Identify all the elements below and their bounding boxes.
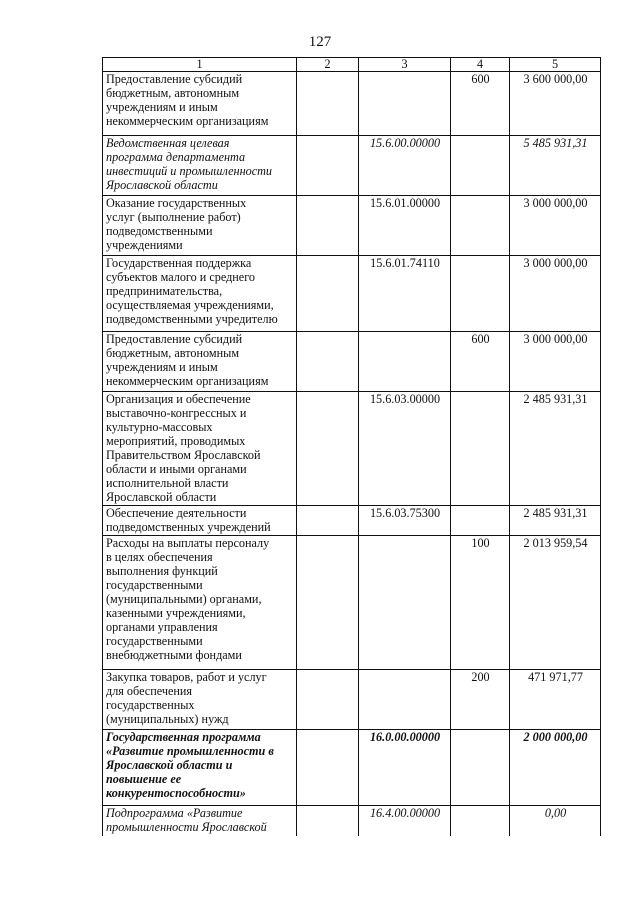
row-name-line: конкурентоспособности» [106, 786, 246, 800]
row-col2-cell [297, 136, 359, 196]
row-code-cell: 15.6.01.74110 [359, 256, 451, 332]
row-name-line: Ведомственная целевая [106, 136, 230, 150]
row-name-line: услуг (выполнение работ) [106, 210, 241, 224]
row-col2-cell [297, 72, 359, 136]
table-row [103, 392, 601, 506]
table-row [103, 506, 601, 536]
row-name-cell [103, 392, 297, 506]
row-col2-cell [297, 730, 359, 806]
table-row [103, 196, 601, 256]
table-row [103, 806, 601, 836]
row-name-cell [103, 506, 297, 536]
row-name-line: государственными [106, 578, 203, 592]
row-code-cell [359, 670, 451, 730]
row-name-cell [103, 72, 297, 136]
row-name-line: государственных [106, 698, 195, 712]
row-col2-cell [297, 536, 359, 670]
column-header-4: 4 [451, 58, 510, 72]
table-row [103, 332, 601, 392]
row-name-cell [103, 536, 297, 670]
row-kind-cell [451, 392, 510, 506]
row-col2-cell [297, 806, 359, 836]
table-row [103, 72, 601, 136]
row-amount-cell: 2 485 931,31 [510, 392, 601, 506]
row-amount-cell: 471 971,77 [510, 670, 601, 730]
row-code-cell [359, 72, 451, 136]
row-name-cell [103, 256, 297, 332]
row-name-line: осуществляемая учреждениями, [106, 298, 274, 312]
table-row [103, 256, 601, 332]
table-row [103, 730, 601, 806]
row-name-line: органами управления [106, 620, 218, 634]
row-name-line: Государственная программа [106, 730, 261, 744]
row-amount-cell: 0,00 [510, 806, 601, 836]
column-header-3: 3 [359, 58, 451, 72]
row-code-cell: 16.4.00.00000 [359, 806, 451, 836]
table-row [103, 136, 601, 196]
row-name-line: Обеспечение деятельности [106, 506, 247, 520]
row-code-cell: 15.6.03.00000 [359, 392, 451, 506]
row-name-line: предпринимательства, [106, 284, 223, 298]
row-amount-cell: 3 600 000,00 [510, 72, 601, 136]
row-code-cell: 15.6.01.00000 [359, 196, 451, 256]
row-code-cell: 15.6.03.75300 [359, 506, 451, 536]
row-name-line: Расходы на выплаты персоналу [106, 536, 270, 550]
row-kind-cell: 200 [451, 670, 510, 730]
row-amount-cell: 2 013 959,54 [510, 536, 601, 670]
row-name-line: подведомственными учредителю [106, 312, 278, 326]
row-col2-cell [297, 506, 359, 536]
row-col2-cell [297, 256, 359, 332]
row-name-line: Подпрограмма «Развитие [106, 806, 243, 820]
row-name-line: (муниципальными) органами, [106, 592, 262, 606]
row-amount-cell: 5 485 931,31 [510, 136, 601, 196]
row-name-line: Государственная поддержка [106, 256, 252, 270]
row-name-line: бюджетным, автономным [106, 86, 240, 100]
row-name-line: (муниципальных) нужд [106, 712, 229, 726]
column-header-row [103, 58, 601, 72]
row-name-line: Ярославской области [106, 178, 218, 192]
row-name-line: государственными [106, 634, 203, 648]
row-name-line: «Развитие промышленности в [106, 744, 274, 758]
row-name-line: субъектов малого и среднего [106, 270, 256, 284]
row-col2-cell [297, 392, 359, 506]
budget-table [102, 57, 601, 836]
row-name-cell [103, 136, 297, 196]
page-number: 127 [308, 34, 332, 50]
row-kind-cell [451, 806, 510, 836]
row-name-line: выставочно-конгрессных и [106, 406, 247, 420]
row-name-line: казенными учреждениями, [106, 606, 246, 620]
row-name-line: области и иными органами [106, 462, 247, 476]
column-header-1: 1 [103, 58, 297, 72]
row-name-line: учреждениям и иным [106, 100, 218, 114]
table-row [103, 536, 601, 670]
row-name-cell [103, 196, 297, 256]
row-kind-cell: 100 [451, 536, 510, 670]
row-name-line: Закупка товаров, работ и услуг [106, 670, 267, 684]
row-name-line: Правительством Ярославской [106, 448, 261, 462]
row-code-cell: 16.0.00.00000 [359, 730, 451, 806]
row-name-line: некоммерческим организациям [106, 114, 269, 128]
row-name-line: Оказание государственных [106, 196, 247, 210]
row-name-line: внебюджетными фондами [106, 648, 242, 662]
row-kind-cell [451, 196, 510, 256]
row-name-line: повышение ее [106, 772, 182, 786]
row-name-line: в целях обеспечения [106, 550, 213, 564]
row-name-line: Организация и обеспечение [106, 392, 251, 406]
row-name-line: исполнительной власти [106, 476, 229, 490]
row-name-line: Ярославской области [106, 490, 217, 504]
row-amount-cell: 3 000 000,00 [510, 332, 601, 392]
row-code-cell [359, 536, 451, 670]
row-name-line: программа департамента [106, 150, 246, 164]
row-amount-cell: 3 000 000,00 [510, 256, 601, 332]
row-name-line: промышленности Ярославской [106, 820, 267, 834]
row-name-cell [103, 670, 297, 730]
row-amount-cell: 2 485 931,31 [510, 506, 601, 536]
row-amount-cell: 3 000 000,00 [510, 196, 601, 256]
row-name-line: некоммерческим организациям [106, 374, 269, 388]
table-row [103, 670, 601, 730]
row-name-line: бюджетным, автономным [106, 346, 240, 360]
column-header-5: 5 [510, 58, 601, 72]
row-col2-cell [297, 670, 359, 730]
row-name-line: Предоставление субсидий [106, 332, 243, 346]
row-name-cell [103, 806, 297, 836]
row-kind-cell [451, 136, 510, 196]
row-kind-cell [451, 506, 510, 536]
row-name-line: мероприятий, проводимых [106, 434, 246, 448]
row-amount-cell: 2 000 000,00 [510, 730, 601, 806]
row-code-cell: 15.6.00.00000 [359, 136, 451, 196]
column-header-2: 2 [297, 58, 359, 72]
row-col2-cell [297, 196, 359, 256]
row-name-line: инвестиций и промышленности [106, 164, 273, 178]
row-name-line: выполнения функций [106, 564, 218, 578]
row-name-cell [103, 332, 297, 392]
table-body [103, 58, 601, 836]
row-kind-cell: 600 [451, 72, 510, 136]
row-name-cell [103, 730, 297, 806]
row-name-line: подведомственными [106, 224, 213, 238]
row-name-line: культурно-массовых [106, 420, 213, 434]
row-name-line: Ярославской области и [106, 758, 233, 772]
row-name-line: учреждениям и иным [106, 360, 218, 374]
row-kind-cell [451, 730, 510, 806]
row-name-line: учреждениями [106, 238, 183, 252]
row-name-line: для обеспечения [106, 684, 193, 698]
row-name-line: Предоставление субсидий [106, 72, 243, 86]
row-col2-cell [297, 332, 359, 392]
row-name-line: подведомственных учреждений [106, 520, 271, 534]
row-kind-cell: 600 [451, 332, 510, 392]
row-code-cell [359, 332, 451, 392]
row-kind-cell [451, 256, 510, 332]
